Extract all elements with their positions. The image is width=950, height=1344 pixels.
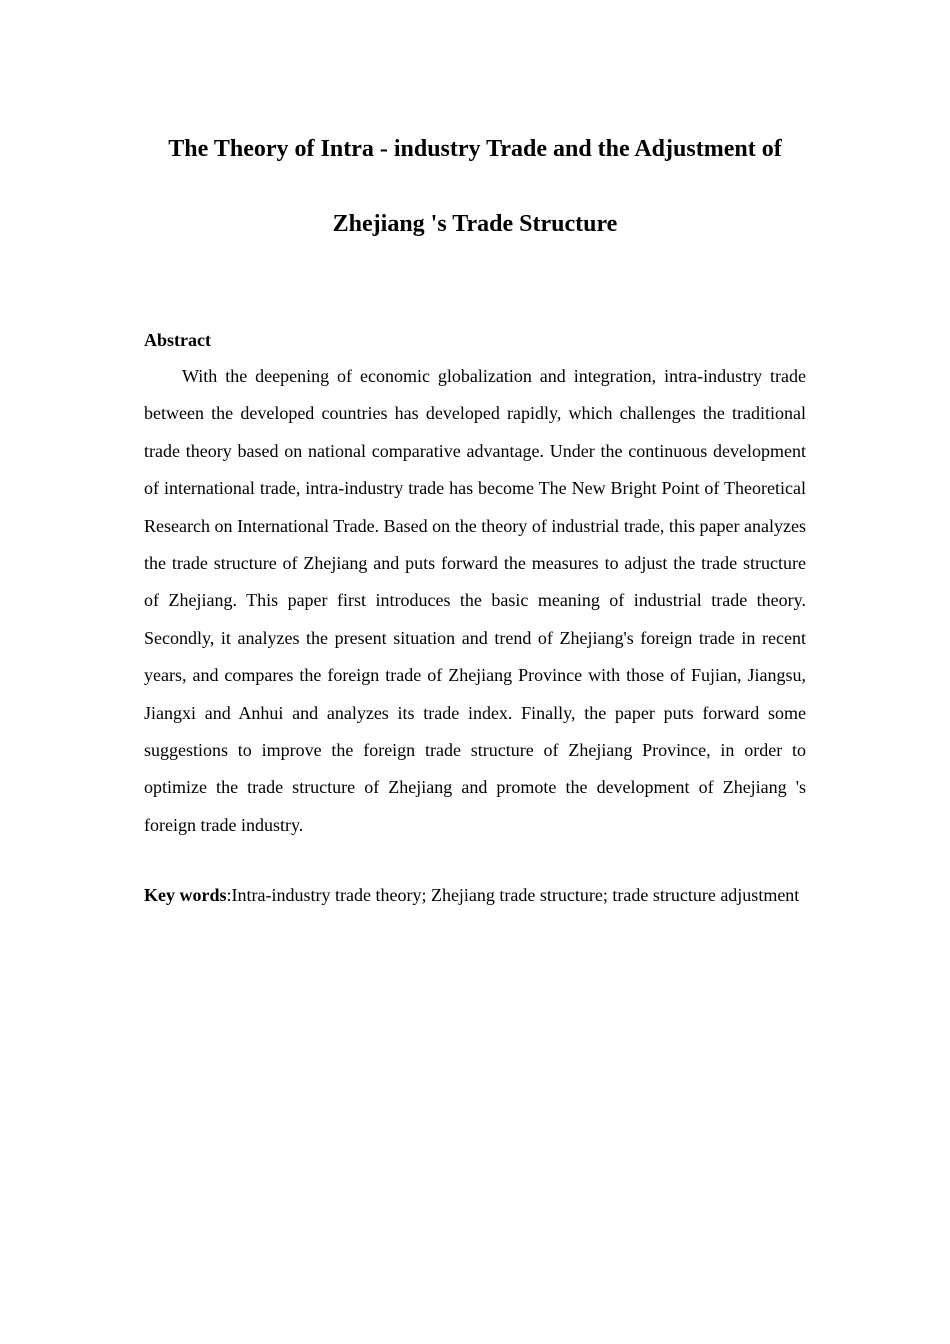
keywords-separator: : <box>226 885 232 905</box>
abstract-heading: Abstract <box>144 330 211 350</box>
keywords-label: Key words <box>144 885 227 905</box>
keywords-paragraph <box>144 877 806 914</box>
paper-title-line-1: The Theory of Intra - industry Trade and the Adjustment of <box>168 136 782 162</box>
abstract-paragraph: With the deepening of economic globalization and integration, intra-industry trade between the developed countries has developed rapidly, which challenges the traditional trade theory based on national comparative advantage. Under the continuous development of international trade, intra-industry trade has become The New Bright Point of Theoretical Research on International Trade. Based on the theory of industrial trade, this paper analyzes the trade structure of Zhejiang and puts forward the measures to adjust the trade structure of Zhejiang. This paper first introduces the basic meaning of industrial trade theory. Secondly, it analyzes the present situation and trend of Zhejiang's foreign trade in recent years, and compares the foreign trade of Zhejiang Province with those of Fujian, Jiangsu, Jiangxi and Anhui and analyzes its trade index. Finally, the paper puts forward some suggestions to improve the foreign trade structure of Zhejiang Province, in order to optimize the trade structure of Zhejiang and promote the development of Zhejiang 's foreign trade industry. <box>144 366 806 835</box>
keywords-text: Intra-industry trade theory; Zhejiang trade structure; trade structure adjustment <box>231 885 800 905</box>
paper-title-line-2: Zhejiang 's Trade Structure <box>332 211 618 237</box>
